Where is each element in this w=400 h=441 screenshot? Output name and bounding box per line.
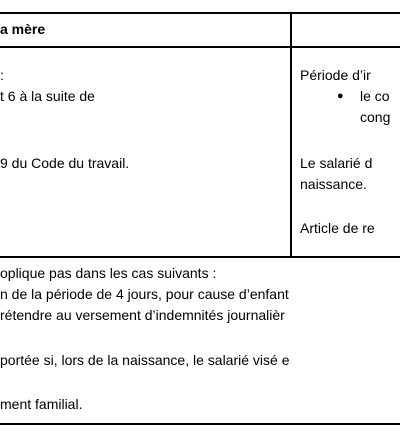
left-cell-line-2: t 6 à la suite de	[0, 88, 95, 104]
right-cell-line-6: Article de re	[300, 220, 375, 236]
footer-line-5: ment familial.	[0, 396, 83, 412]
right-cell-line-4: Le salarié d	[300, 155, 373, 171]
right-cell-line-5: naissance.	[300, 176, 367, 192]
table-header-left: a mère	[0, 21, 46, 37]
footer-line-4: portée si, lors de la naissance, le salarié visé e	[0, 352, 290, 368]
footer-line-1: oplique pas dans les cas suivants :	[0, 265, 217, 281]
right-cell-bullet-line-2: cong	[360, 109, 391, 125]
table-bottom-border	[0, 256, 400, 258]
table-column-divider	[290, 12, 292, 257]
left-cell-line-3: 9 du Code du travail.	[0, 155, 130, 171]
bullet-icon: ●	[337, 90, 344, 102]
left-cell-line-1: :	[0, 67, 4, 83]
footer-line-3: rétendre au versement d’indemnités journalièr	[0, 307, 285, 323]
right-cell-line-1: Période d’ir	[300, 67, 371, 83]
footer-bottom-border	[0, 423, 400, 425]
table-header-divider	[0, 46, 400, 48]
table-top-border	[0, 12, 400, 14]
right-cell-bullet-line-1: le co	[360, 88, 390, 104]
footer-line-2: n de la période de 4 jours, pour cause d’enfant	[0, 286, 289, 302]
